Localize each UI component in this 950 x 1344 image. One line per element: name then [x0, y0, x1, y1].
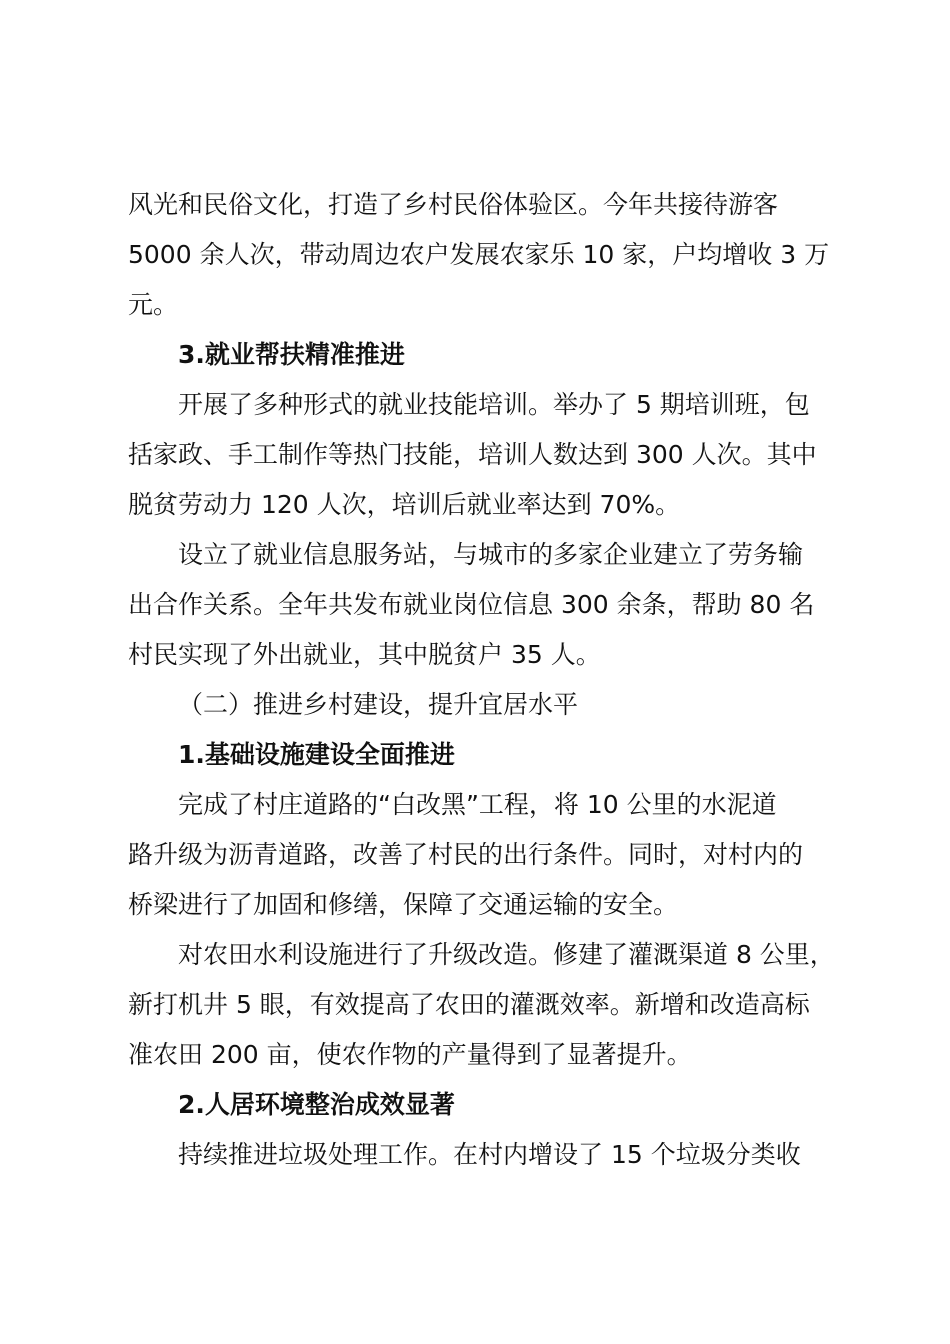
- paragraph-line: 5000 余人次，带动周边农户发展农家乐 10 家，户均增收 3 万: [128, 240, 830, 269]
- paragraph-line: 元。: [128, 290, 179, 319]
- document-page: [128, 180, 838, 1180]
- paragraph-line: 桥梁进行了加固和修缮，保障了交通运输的安全。: [128, 890, 679, 919]
- paragraph-line: 村民实现了外出就业，其中脱贫户 35 人。: [128, 640, 601, 669]
- paragraph-line: 脱贫劳动力 120 人次，培训后就业率达到 70%。: [128, 490, 681, 519]
- paragraph-line: 持续推进垃圾处理工作。在村内增设了 15 个垃圾分类收: [178, 1140, 801, 1169]
- paragraph-line: 设立了就业信息服务站，与城市的多家企业建立了劳务输: [178, 540, 804, 569]
- paragraph-line: 出合作关系。全年共发布就业岗位信息 300 余条，帮助 80 名: [128, 590, 815, 619]
- section-heading: 2.人居环境整治成效显著: [178, 1090, 455, 1119]
- section-heading: 1.基础设施建设全面推进: [178, 740, 455, 769]
- paragraph-line: 完成了村庄道路的“白改黑”工程，将 10 公里的水泥道: [178, 790, 777, 819]
- chapter-heading: （二）推进乡村建设，提升宜居水平: [178, 690, 579, 719]
- paragraph-line: 开展了多种形式的就业技能培训。举办了 5 期培训班，包: [178, 390, 810, 419]
- paragraph-line: 括家政、手工制作等热门技能，培训人数达到 300 人次。其中: [128, 440, 817, 469]
- section-heading: 3.就业帮扶精准推进: [178, 340, 405, 369]
- paragraph-line: 对农田水利设施进行了升级改造。修建了灌溉渠道 8 公里，: [178, 940, 835, 969]
- paragraph-line: 新打机井 5 眼，有效提高了农田的灌溉效率。新增和改造高标: [128, 990, 810, 1019]
- paragraph-line: 准农田 200 亩，使农作物的产量得到了显著提升。: [128, 1040, 692, 1069]
- paragraph-line: 路升级为沥青道路，改善了村民的出行条件。同时，对村内的: [128, 840, 804, 869]
- paragraph-line: 风光和民俗文化，打造了乡村民俗体验区。今年共接待游客: [128, 190, 779, 219]
